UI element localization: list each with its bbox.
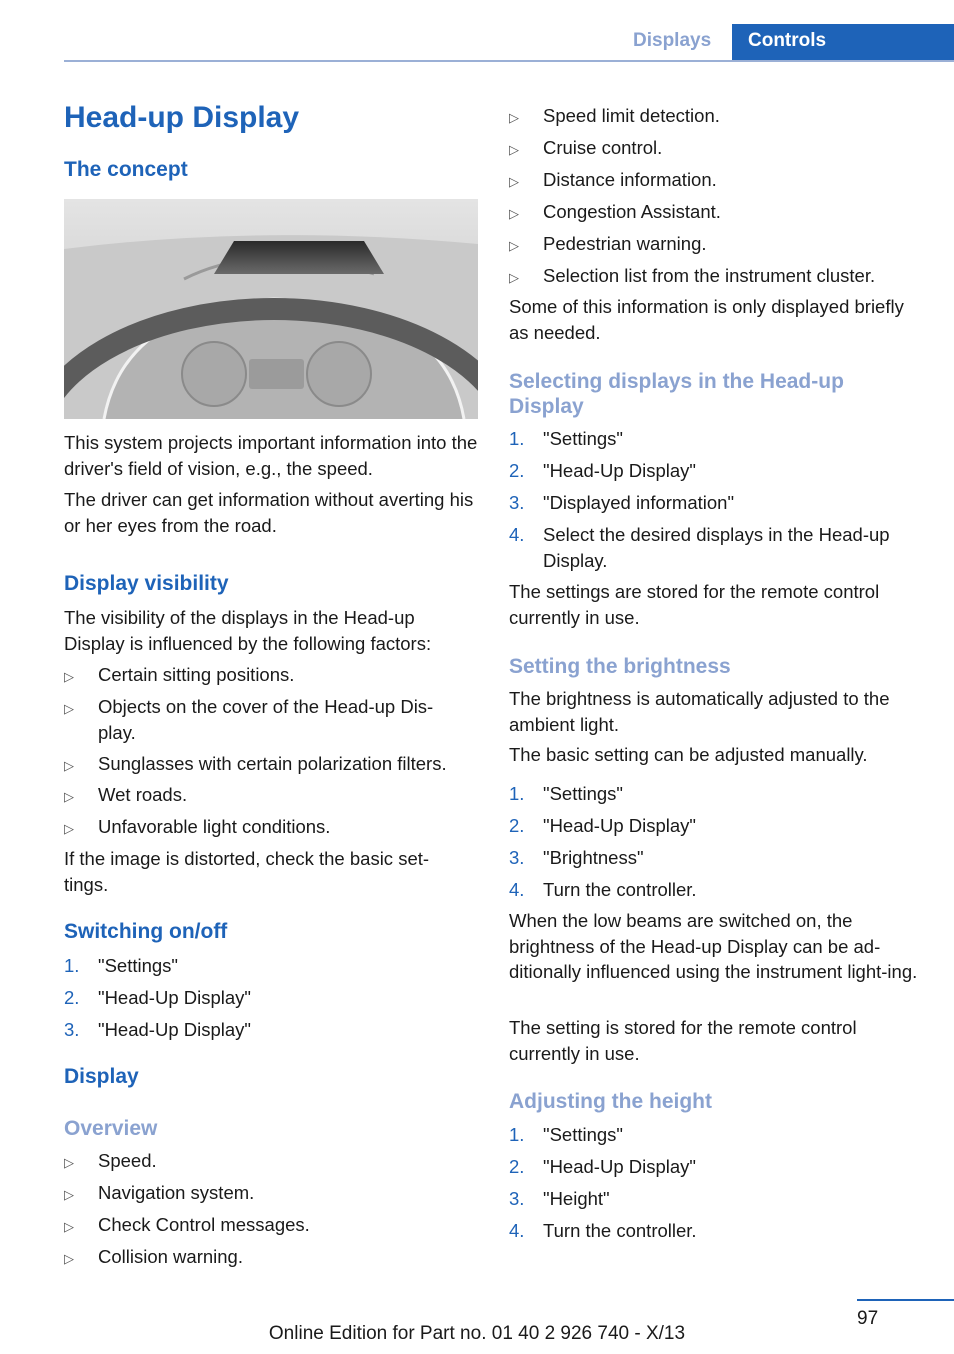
list-item: 2. "Head-Up Display" bbox=[509, 813, 929, 839]
visibility-intro: The visibility of the displays in the Head-up Display is influenced by the following factors: bbox=[64, 607, 432, 654]
list-item: ▷ Speed limit detection. bbox=[509, 103, 929, 129]
concept-paragraph-1: This system projects important information into the driver's field of vision, e.g., the speed. bbox=[64, 432, 478, 479]
list-item: ▷ Certain sitting positions. bbox=[64, 662, 484, 688]
header-rule bbox=[64, 60, 954, 62]
brightness-paragraph-2: The basic setting can be adjusted manually. bbox=[509, 744, 868, 765]
height-heading: Adjusting the height bbox=[509, 1090, 712, 1113]
list-item: 3. "Brightness" bbox=[509, 845, 929, 871]
brightness-paragraph-1: The brightness is automatically adjusted to the ambient light. bbox=[509, 688, 890, 735]
list-item: 1. "Settings" bbox=[509, 781, 929, 807]
step-number: 1. bbox=[64, 955, 80, 976]
list-item: ▷ Collision warning. bbox=[64, 1244, 484, 1270]
list-item: 1. "Settings" bbox=[509, 426, 929, 452]
concept-heading: The concept bbox=[64, 158, 188, 181]
overview-heading: Overview bbox=[64, 1117, 158, 1140]
bullet-icon: ▷ bbox=[64, 1251, 74, 1266]
list-item: ▷ Speed. bbox=[64, 1148, 484, 1174]
step-number: 2. bbox=[509, 460, 525, 481]
step-number: 4. bbox=[509, 1220, 525, 1241]
edition-footer: Online Edition for Part no. 01 40 2 926 740 - X/13 bbox=[268, 1323, 686, 1344]
bullet-icon: ▷ bbox=[64, 669, 74, 684]
bullet-icon: ▷ bbox=[64, 1219, 74, 1234]
bullet-icon: ▷ bbox=[509, 174, 519, 189]
bullet-icon: ▷ bbox=[509, 142, 519, 157]
concept-paragraph-2: The driver can get information without averting his or her eyes from the road. bbox=[64, 489, 474, 536]
footer-rule bbox=[857, 1299, 954, 1301]
bullet-icon: ▷ bbox=[64, 758, 74, 773]
bullet-icon: ▷ bbox=[64, 1155, 74, 1170]
list-item: 2. "Head-Up Display" bbox=[509, 1154, 929, 1180]
list-item: 3. "Head-Up Display" bbox=[64, 1017, 484, 1043]
visibility-heading: Display visibility bbox=[64, 572, 229, 595]
step-number: 2. bbox=[509, 815, 525, 836]
page-number: 97 bbox=[857, 1308, 879, 1329]
display-heading: Display bbox=[64, 1065, 139, 1088]
step-number: 1. bbox=[509, 428, 525, 449]
step-number: 3. bbox=[64, 1019, 80, 1040]
list-item: ▷ Congestion Assistant. bbox=[509, 199, 929, 225]
list-item: ▷ Pedestrian warning. bbox=[509, 231, 929, 257]
selecting-heading: Selecting displays in the Head-up Display bbox=[509, 370, 844, 418]
list-item: ▷ Navigation system. bbox=[64, 1180, 484, 1206]
list-item: 4. Turn the controller. bbox=[509, 877, 929, 903]
list-item: 2. "Head-Up Display" bbox=[64, 985, 484, 1011]
brightness-paragraph-4: The setting is stored for the remote control currently in use. bbox=[509, 1017, 857, 1064]
display-note: Some of this information is only displayed briefly as needed. bbox=[509, 296, 904, 343]
bullet-icon: ▷ bbox=[64, 789, 74, 804]
bullet-icon: ▷ bbox=[509, 110, 519, 125]
bullet-icon: ▷ bbox=[64, 701, 74, 716]
step-number: 3. bbox=[509, 847, 525, 868]
step-number: 3. bbox=[509, 492, 525, 513]
step-number: 1. bbox=[509, 1124, 525, 1145]
bullet-icon: ▷ bbox=[509, 270, 519, 285]
dashboard-illustration bbox=[64, 199, 478, 419]
step-number: 2. bbox=[64, 987, 80, 1008]
step-number: 2. bbox=[509, 1156, 525, 1177]
list-item: ▷ Check Control messages. bbox=[64, 1212, 484, 1238]
bullet-icon: ▷ bbox=[64, 1187, 74, 1202]
list-item: 1. "Settings" bbox=[64, 953, 484, 979]
list-item: 4. Turn the controller. bbox=[509, 1218, 929, 1244]
list-item: ▷ Sunglasses with certain polarization filters. bbox=[64, 751, 484, 777]
bullet-icon: ▷ bbox=[64, 821, 74, 836]
step-number: 4. bbox=[509, 879, 525, 900]
bullet-icon: ▷ bbox=[509, 238, 519, 253]
list-item: ▷ Selection list from the instrument cluster. bbox=[509, 263, 929, 289]
header-chapter-tab: Controls bbox=[732, 24, 954, 61]
list-item: 4. Select the desired displays in the Head-up Display. bbox=[509, 524, 890, 571]
page-title: Head-up Display bbox=[64, 101, 300, 134]
brightness-paragraph-3: When the low beams are switched on, the brightness of the Head-up Display can be ad-ditionally influenced using the instrument light-ing. bbox=[509, 910, 918, 982]
list-item: 3. "Height" bbox=[509, 1186, 929, 1212]
list-item: ▷ Objects on the cover of the Head-up Dis-play. bbox=[64, 696, 434, 743]
selecting-note: The settings are stored for the remote control currently in use. bbox=[509, 581, 880, 628]
dashboard-svg bbox=[64, 199, 478, 419]
list-item: ▷ Distance information. bbox=[509, 167, 929, 193]
list-item: ▷ Cruise control. bbox=[509, 135, 929, 161]
brightness-heading: Setting the brightness bbox=[509, 655, 731, 678]
list-item: ▷ Unfavorable light conditions. bbox=[64, 814, 484, 840]
list-item: ▷ Wet roads. bbox=[64, 782, 484, 808]
switching-heading: Switching on/off bbox=[64, 920, 228, 943]
list-item: 1. "Settings" bbox=[509, 1122, 929, 1148]
step-number: 3. bbox=[509, 1188, 525, 1209]
step-number: 1. bbox=[509, 783, 525, 804]
step-number: 4. bbox=[509, 524, 525, 545]
visibility-note: If the image is distorted, check the basic set-tings. bbox=[64, 848, 430, 895]
bullet-icon: ▷ bbox=[509, 206, 519, 221]
list-item: 3. "Displayed information" bbox=[509, 490, 929, 516]
list-item: 2. "Head-Up Display" bbox=[509, 458, 929, 484]
header-section-label: Displays bbox=[633, 30, 712, 51]
